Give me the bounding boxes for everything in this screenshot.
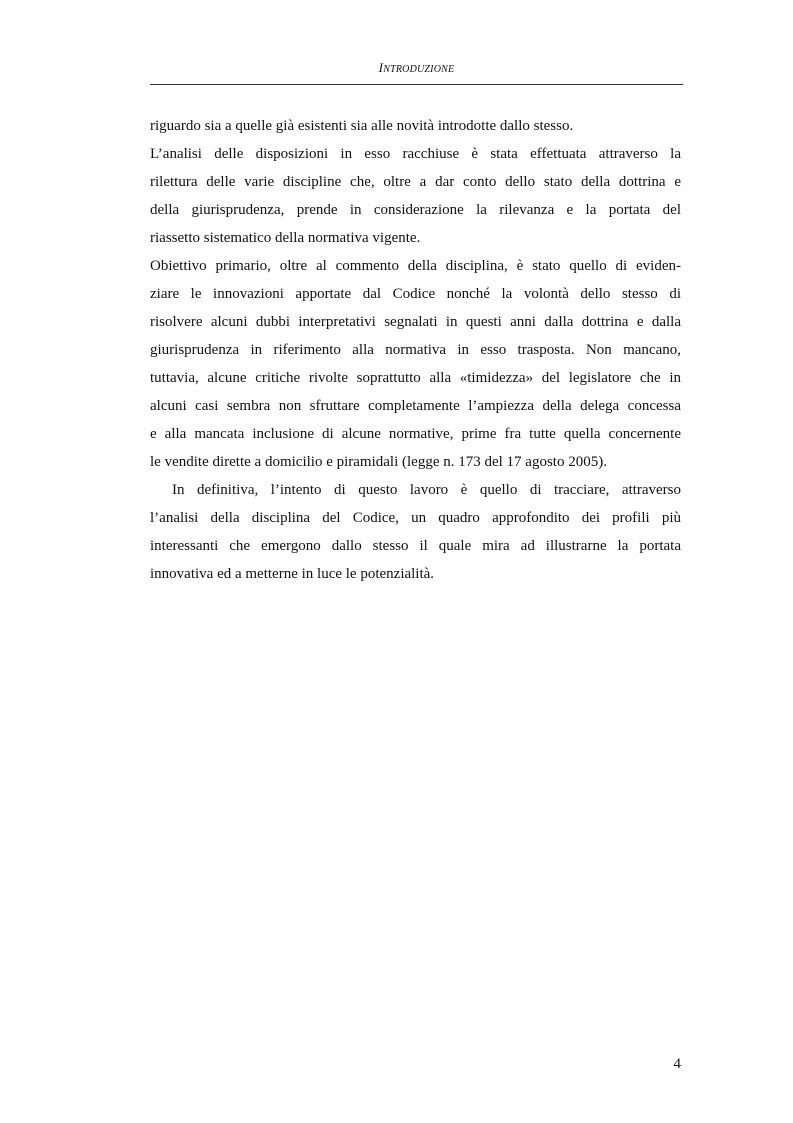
text-line: L’analisi delle disposizioni in esso racchiuse è stata effettuata attraverso la xyxy=(150,146,681,162)
text-line: tuttavia, alcune critiche rivolte soprattutto alla «timidezza» del legislatore che in xyxy=(150,370,681,386)
text-line: rilettura delle varie discipline che, oltre a dar conto dello stato della dottrina e xyxy=(150,174,681,190)
page-number: 4 xyxy=(673,1056,681,1072)
paragraph-1 xyxy=(150,112,681,140)
text-line: ziare le innovazioni apportate dal Codice nonché la volontà dello stesso di xyxy=(150,286,681,302)
paragraph-4 xyxy=(150,476,681,588)
text-line: le vendite dirette a domicilio e piramidali (legge n. 173 del 17 agosto 2005). xyxy=(150,454,607,470)
text-line: l’analisi della disciplina del Codice, un quadro approfondito dei profili più xyxy=(150,510,681,526)
text-line: riassetto sistematico della normativa vigente. xyxy=(150,230,421,246)
text-line: riguardo sia a quelle già esistenti sia alle novità introdotte dallo stesso. xyxy=(150,118,574,134)
text-line: interessanti che emergono dallo stesso il quale mira ad illustrarne la portata xyxy=(150,538,681,554)
text-line: innovativa ed a metterne in luce le potenzialità. xyxy=(150,566,435,582)
paragraph-3 xyxy=(150,252,681,476)
text-line: In definitiva, l’intento di questo lavoro è quello di tracciare, attraverso xyxy=(172,482,681,498)
running-header-initial: I xyxy=(378,60,384,75)
text-line: Obiettivo primario, oltre al commento della disciplina, è stato quello di eviden- xyxy=(150,258,681,274)
text-line: risolvere alcuni dubbi interpretativi segnalati in questi anni dalla dottrina e dalla xyxy=(150,314,681,330)
header-rule xyxy=(150,84,683,85)
text-line: giurisprudenza in riferimento alla normativa in esso trasposta. Non mancano, xyxy=(150,342,681,358)
text-line: della giurisprudenza, prende in considerazione la rilevanza e la portata del xyxy=(150,202,681,218)
running-header-rest: NTRODUZIONE xyxy=(383,64,455,75)
text-line: alcuni casi sembra non sfruttare completamente l’ampiezza della delega concessa xyxy=(150,398,681,414)
running-header xyxy=(150,60,683,76)
text-line: e alla mancata inclusione di alcune normative, prime fra tutte quella concernente xyxy=(150,426,681,442)
body-text xyxy=(150,112,681,588)
paragraph-2 xyxy=(150,140,681,252)
